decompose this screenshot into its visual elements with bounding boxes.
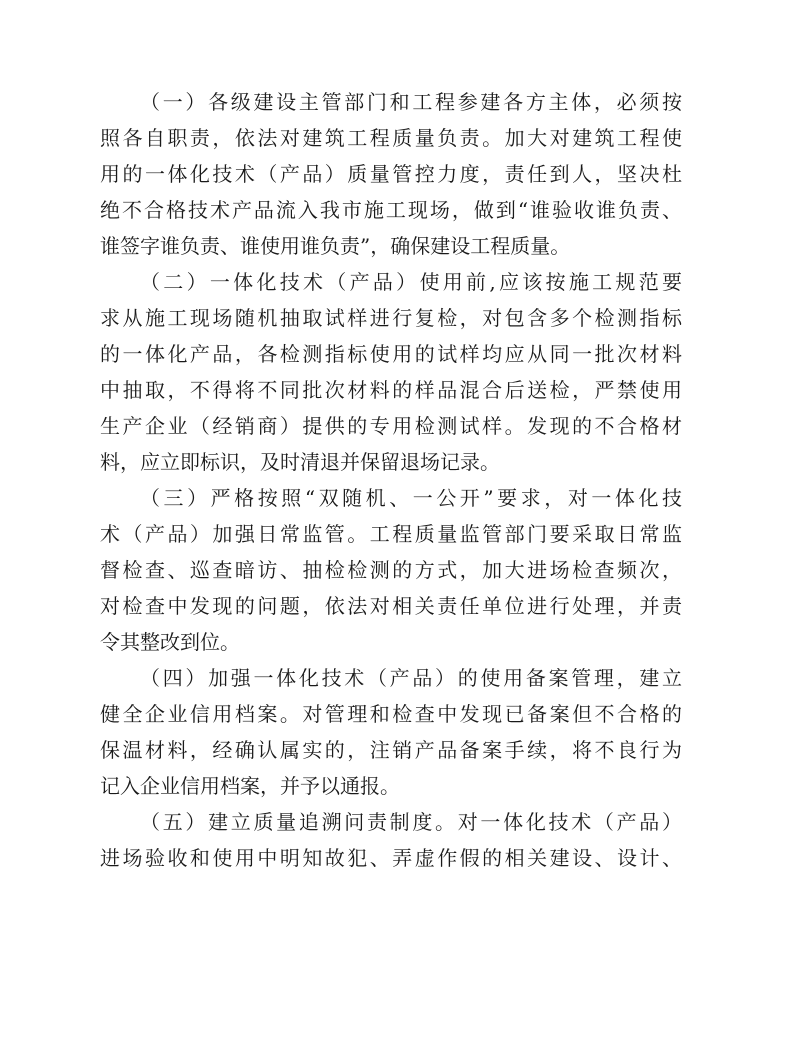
paragraph-line: 谁签字谁负责、谁使用谁负责”，确保建设工程质量。: [100, 234, 571, 258]
paragraph-line: 料，应立即标识，及时清退并保留退场记录。: [100, 450, 500, 474]
paragraph-line: 对检查中发现的问题，依法对相关责任单位进行处理，并责: [100, 594, 682, 618]
paragraph-3: [100, 480, 682, 660]
paragraph-line: 健全企业信用档案。对管理和检查中发现已备案但不合格的: [100, 702, 682, 726]
paragraph-line: 记入企业信用档案，并予以通报。: [100, 774, 400, 798]
paragraph-4: [100, 660, 682, 804]
paragraph-line: 中抽取，不得将不同批次材料的样品混合后送检，严禁使用: [100, 378, 682, 402]
paragraph-line: 求从施工现场随机抽取试样进行复检，对包含多个检测指标: [100, 306, 682, 330]
paragraph-line: （五）建立质量追溯问责制度。对一体化技术（产品）: [140, 810, 682, 834]
paragraph-line: 照各自职责，依法对建筑工程质量负责。加大对建筑工程使: [100, 126, 682, 150]
paragraph-line: （一）各级建设主管部门和工程参建各方主体，必须按: [140, 90, 682, 114]
paragraph-line: 的一体化产品，各检测指标使用的试样均应从同一批次材料: [100, 342, 682, 366]
document-body: [100, 84, 682, 876]
paragraph-line: （二）一体化技术（产品）使用前,应该按施工规范要: [140, 270, 682, 294]
paragraph-line: 进场验收和使用中明知故犯、弄虚作假的相关建设、设计、: [100, 846, 682, 870]
paragraph-line: （四）加强一体化技术（产品）的使用备案管理，建立: [140, 666, 682, 690]
paragraph-1: [100, 84, 682, 264]
paragraph-line: 督检查、巡查暗访、抽检检测的方式，加大进场检查频次，: [100, 558, 682, 582]
paragraph-line: 绝不合格技术产品流入我市施工现场，做到“谁验收谁负责、: [100, 198, 682, 222]
paragraph-line: 保温材料，经确认属实的，注销产品备案手续，将不良行为: [100, 738, 682, 762]
paragraph-line: 生产企业（经销商）提供的专用检测试样。发现的不合格材: [100, 414, 682, 438]
paragraph-line: 令其整改到位。: [100, 630, 240, 654]
paragraph-line: 术（产品）加强日常监管。工程质量监管部门要采取日常监: [100, 522, 682, 546]
paragraph-2: [100, 264, 682, 480]
paragraph-5: [100, 804, 682, 876]
paragraph-line: （三）严格按照“双随机、一公开”要求，对一体化技: [140, 486, 682, 510]
paragraph-line: 用的一体化技术（产品）质量管控力度，责任到人，坚决杜: [100, 162, 682, 186]
